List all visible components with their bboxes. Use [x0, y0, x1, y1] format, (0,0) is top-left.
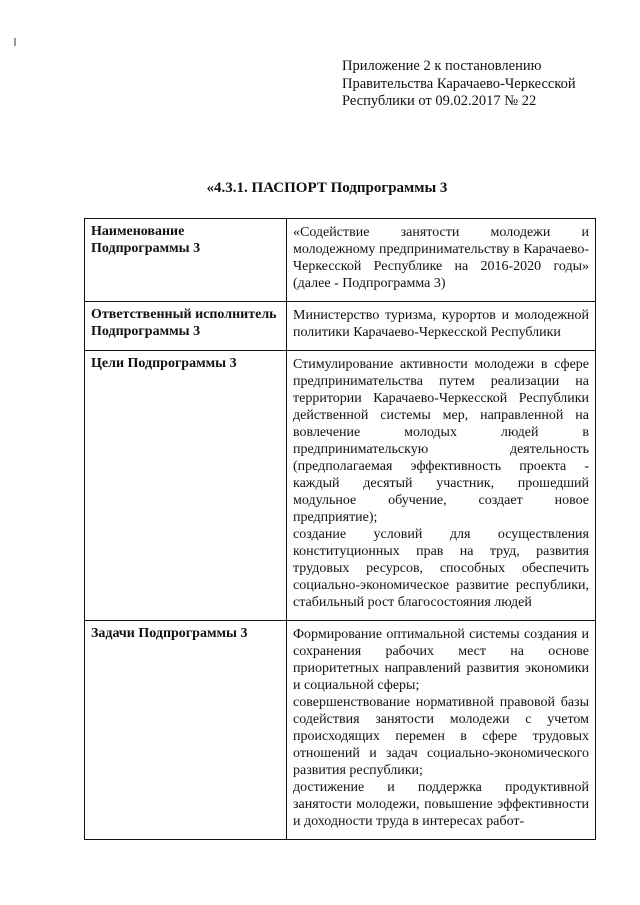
row-name-cell: Цели Подпрограммы 3 [85, 351, 287, 621]
row-name-cell: Наименование Подпрограммы 3 [85, 219, 287, 302]
appendix-line-1: Приложение 2 к постановлению [342, 58, 542, 74]
row-name-cell: Ответственный исполнитель Подпрограммы 3 [85, 302, 287, 351]
row-value-paragraph: совершенствование нормативной правовой базы содействия занятости молодежи с учетом происходящих перемен в сфере трудовых отношений и задач социально-экономического развития республики; [293, 695, 589, 778]
appendix-line-2: Правительства Карачаево-Черкесской [342, 75, 576, 92]
row-value-paragraph: достижение и поддержка продуктивной занятости молодежи, повышение эффективности и доходности труда в интересах работ- [293, 780, 589, 829]
row-value-cell [287, 351, 596, 621]
table-row [85, 219, 596, 302]
table-row [85, 302, 596, 351]
appendix-line-3: Республики от 09.02.2017 № 22 [342, 93, 537, 109]
row-value-paragraph: Министерство туризма, курортов и молодежной политики Карачаево-Черкесской Республики [293, 308, 589, 340]
row-value-cell [287, 302, 596, 351]
scan-mark [14, 38, 16, 46]
row-name-cell: Задачи Подпрограммы 3 [85, 621, 287, 840]
appendix-note [342, 58, 622, 111]
row-value-cell [287, 621, 596, 840]
passport-title: «4.3.1. ПАСПОРТ Подпрограммы 3 [206, 180, 448, 196]
row-value-paragraph: Формирование оптимальной системы создания и сохранения рабочих мест на основе приоритетных направлений развития экономики и социальной сферы; [293, 627, 589, 693]
row-value-cell [287, 219, 596, 302]
passport-table [84, 218, 596, 840]
table-row [85, 351, 596, 621]
table-row [85, 621, 596, 840]
row-value-paragraph: «Содействие занятости молодежи и молодежному предпринимательству в Карачаево-Черкесской Республике на 2016-2020 годы» (далее - Подпрограмма 3) [293, 225, 589, 291]
row-value-paragraph: Стимулирование активности молодежи в сфере предпринимательства путем реализации на территории Карачаево-Черкесской Республики действенной системы мер, направленной на вовлечение молодых людей в предпринимательскую деятельность (предполагаемая эффективность проекта - каждый десятый участник, прошедший модульное обучение, создает новое предприятие); [293, 357, 589, 525]
row-value-paragraph: создание условий для осуществления конституционных прав на труд, развития трудовых ресурсов, способных обеспечить социально-экономическое развитие республики, стабильный рост благосостояния людей [293, 527, 589, 610]
